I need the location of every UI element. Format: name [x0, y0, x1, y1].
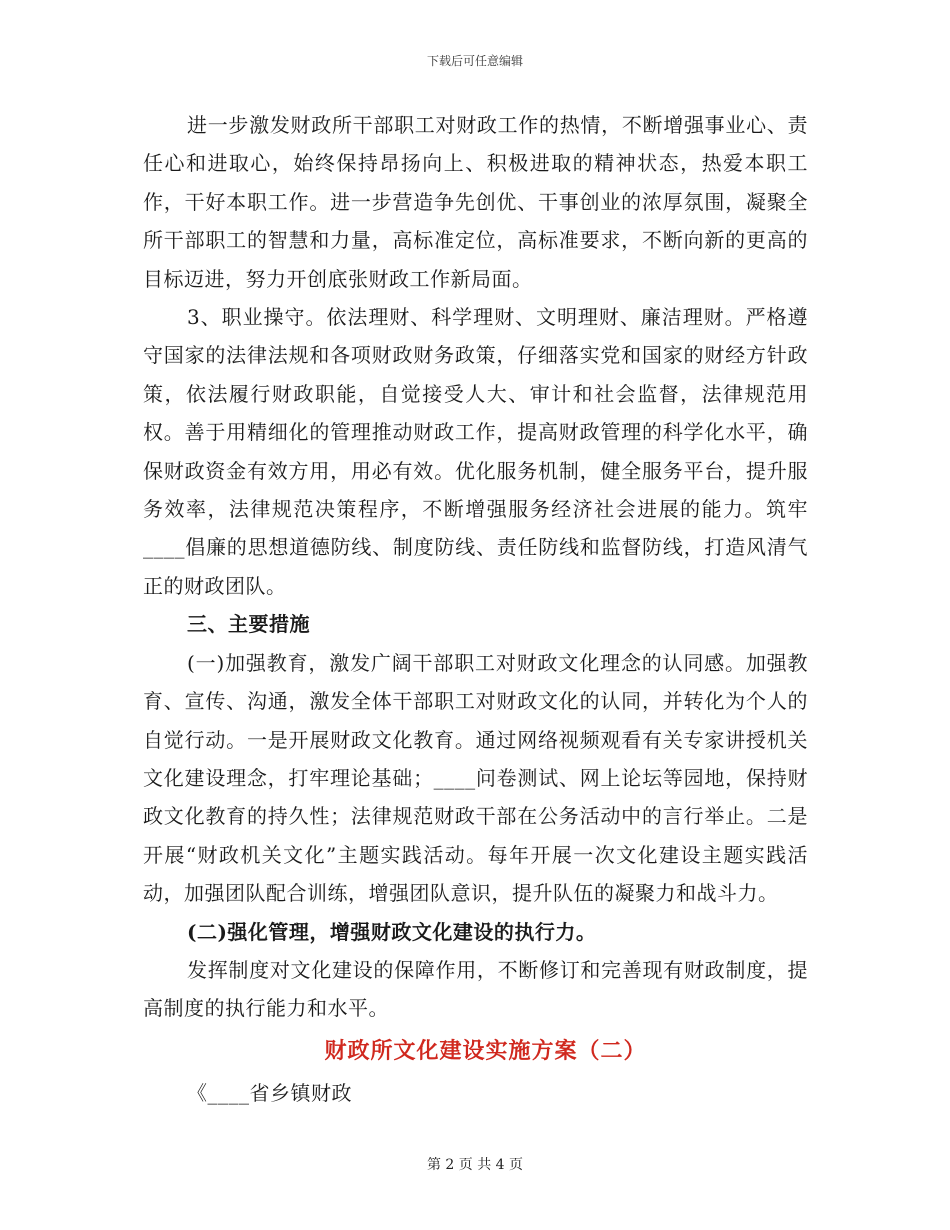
document-body — [143, 106, 808, 1112]
subheading-strengthen-management: (二)强化管理，增强财政文化建设的执行力。 — [187, 919, 597, 944]
paragraph-enthusiasm: 进一步激发财政所干部职工对财政工作的热情，不断增强事业心、责任心和进取心，始终保持昂扬向上、积极进取的精神状态，热爱本职工作，干好本职工作。进一步营造争先创优、干事创业的浓厚氛围，凝聚全所干部职工的智慧和力量，高标准定位，高标准要求，不断向新的更高的目标迈进，努力开创底张财政工作新局面。 — [143, 113, 808, 291]
header-note: 下载后可任意编辑 — [426, 54, 523, 68]
document-title-part-two: 财政所文化建设实施方案（二） — [324, 1037, 647, 1064]
paragraph-province-finance: 《____省乡镇财政 — [187, 1080, 352, 1105]
section-heading-main-measures: 三、主要措施 — [187, 612, 310, 637]
page-number: 第 2 页 共 4 页 — [426, 1157, 524, 1173]
paragraph-system-guarantee: 发挥制度对文化建设的保障作用，不断修订和完善现有财政制度，提高制度的执行能力和水平。 — [143, 957, 808, 1021]
paragraph-strengthen-education: (一)加强教育，激发广阔干部职工对财政文化理念的认同感。加强教育、宣传、沟通，激发全体干部职工对财政文化的认同，并转化为个人的自觉行动。一是开展财政文化教育。通过网络视频观看有关专家讲授机关文化建设理念，打牢理论基础；____问卷测试、网上论坛等园地，保持财政文化教育的持久性；法律规范财政干部在公务活动中的言行举止。二是开展“财政机关文化”主题实践活动。每年开展一次文化建设主题实践活动，加强团队配合训练，增强团队意识，提升队伍的凝聚力和战斗力。 — [143, 650, 808, 906]
paragraph-professional-ethics: 3、职业操守。依法理财、科学理财、文明理财、廉洁理财。严格遵守国家的法律法规和各项财政财务政策，仔细落实党和国家的财经方针政策，依法履行财政职能，自觉接受人大、审计和社会监督，法律规范用权。善于用精细化的管理推动财政工作，提高财政管理的科学化水平，确保财政资金有效方用，用必有效。优化服务机制，健全服务平台，提升服务效率，法律规范决策程序，不断增强服务经济社会进展的能力。筑牢____倡廉的思想道德防线、制度防线、责任防线和监督防线，打造风清气正的财政团队。 — [143, 305, 808, 598]
